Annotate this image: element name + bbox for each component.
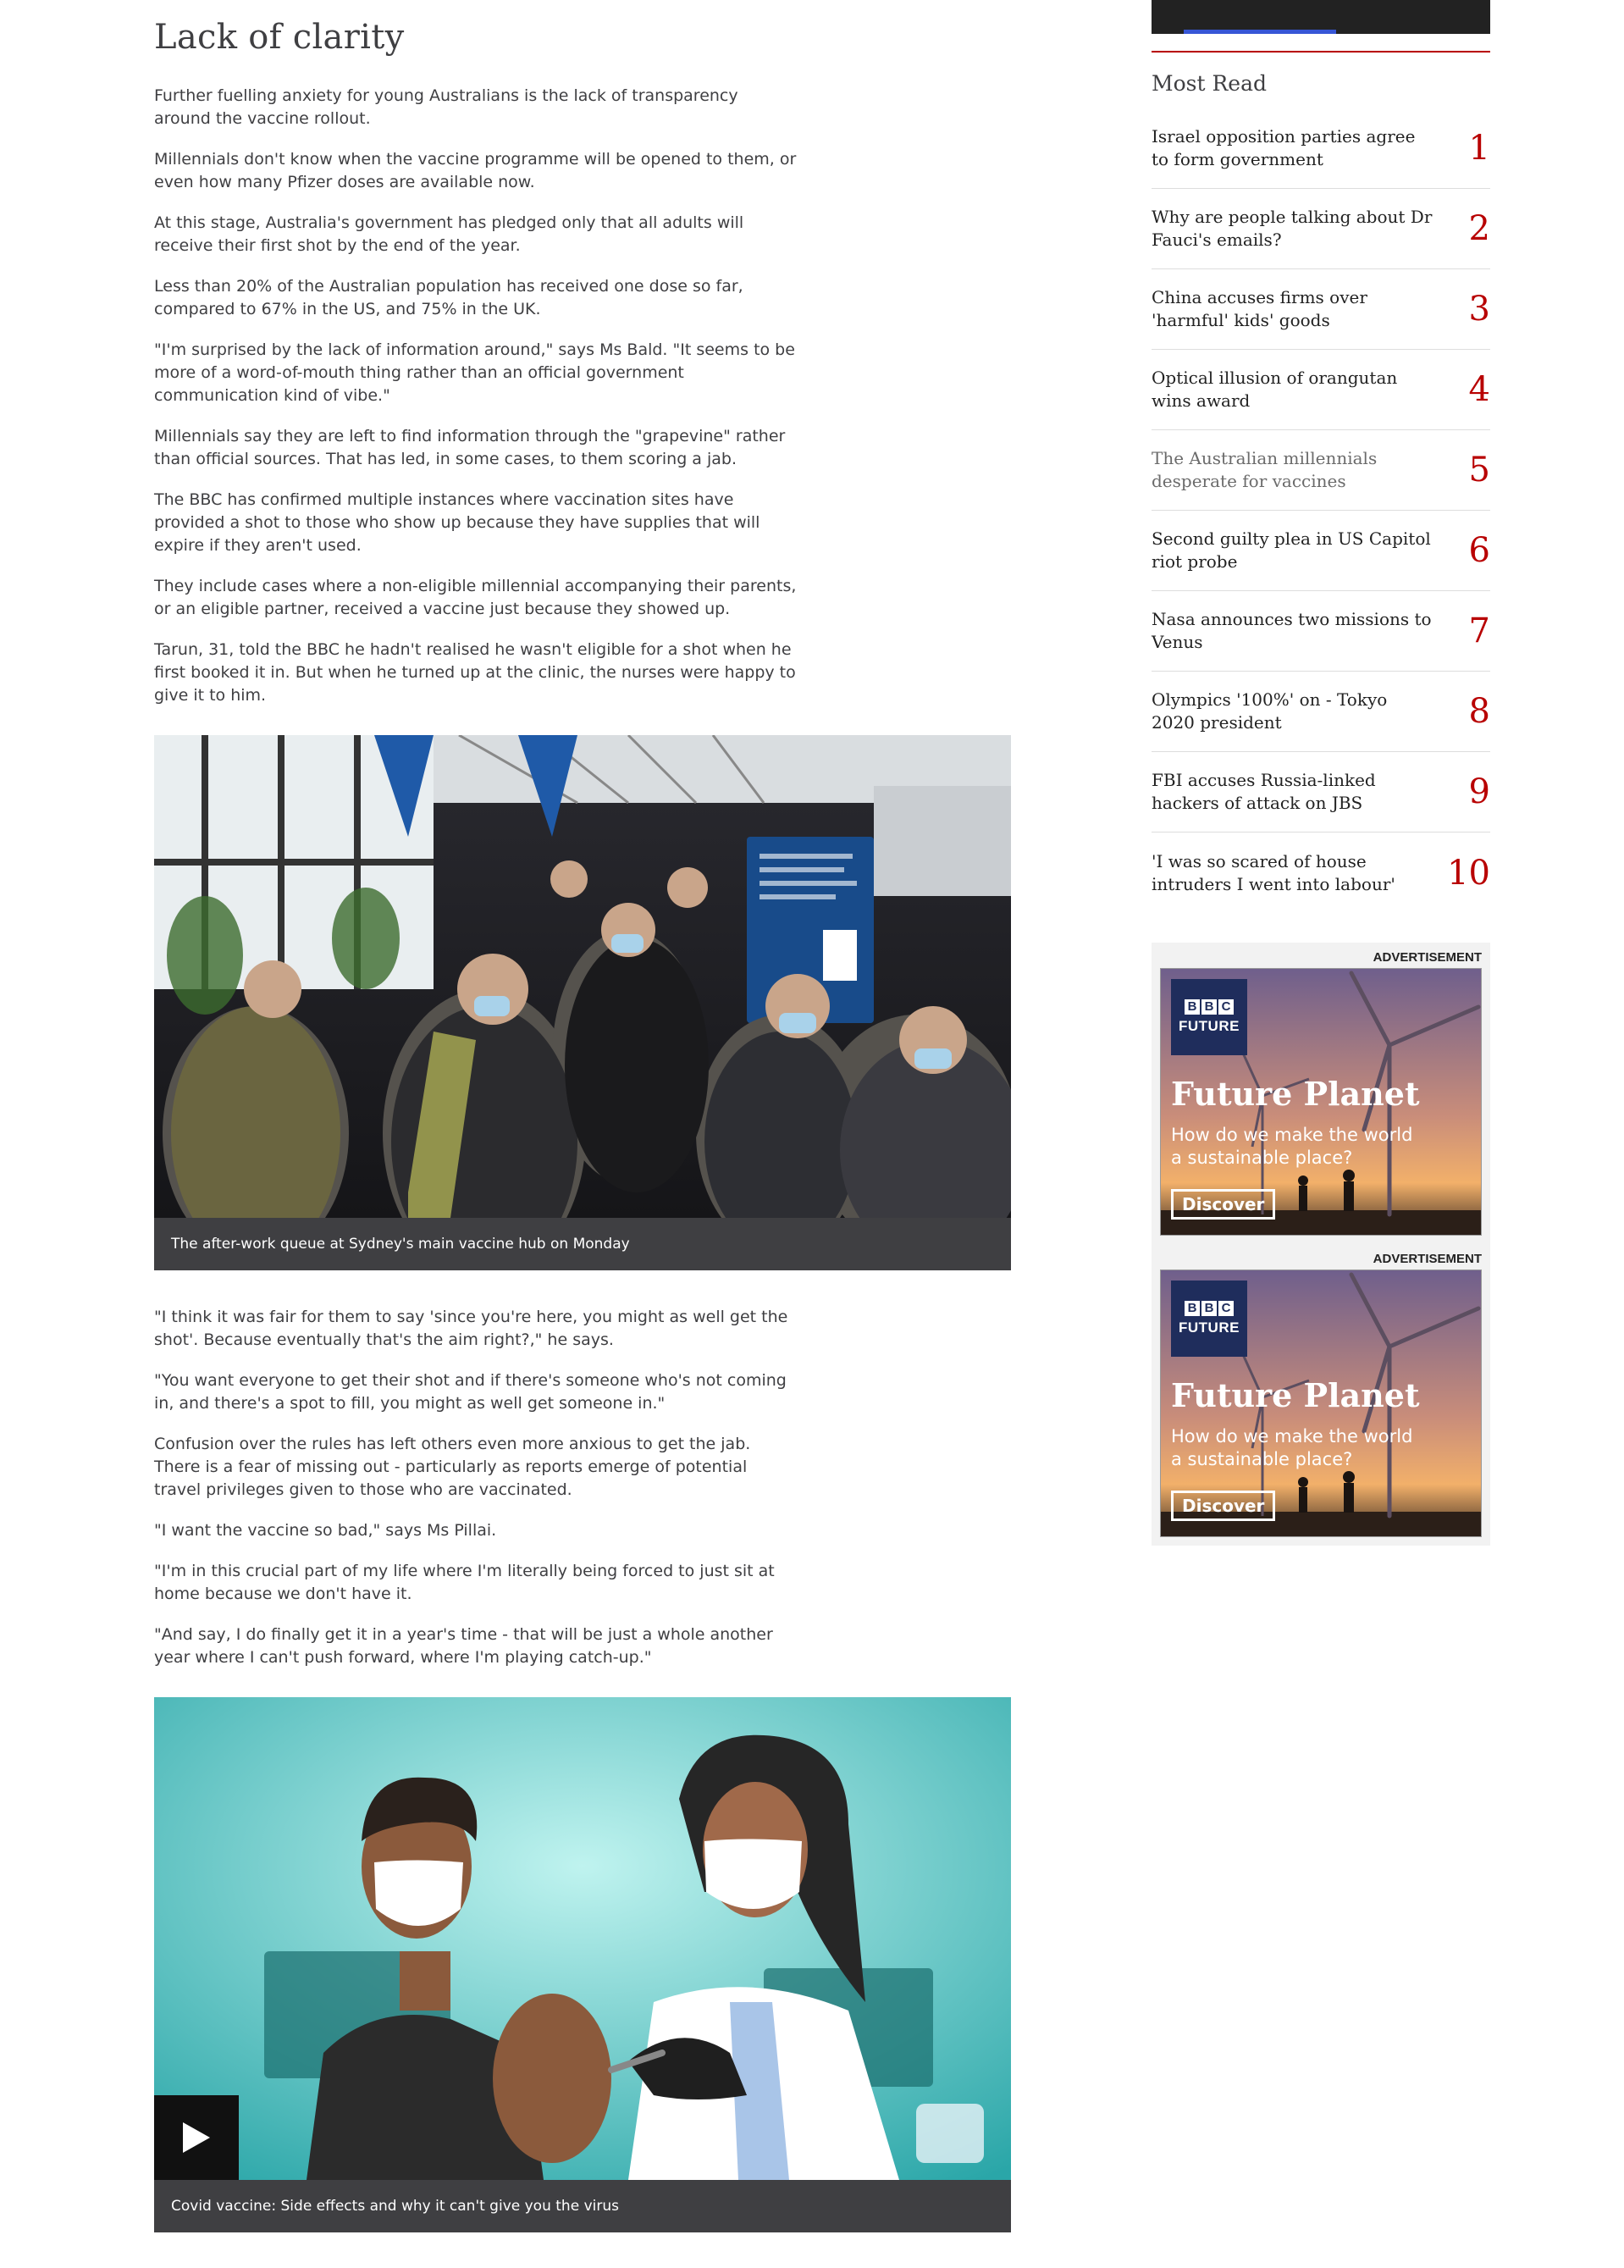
top-ad-accent — [1184, 30, 1336, 34]
article-paragraph: "I think it was fair for them to say 'since you're here, you might as well get the shot'. Because eventually that's the aim right?," he says. — [154, 1308, 788, 1349]
sidebar-top-ad-fragment — [1152, 0, 1490, 34]
article-body — [154, 15, 1011, 2268]
most-read-item[interactable] — [1152, 430, 1490, 511]
most-read-rank: 8 — [1468, 692, 1490, 731]
bbc-future-wordmark: FUTURE — [1179, 1319, 1240, 1336]
most-read-link[interactable]: Nasa announces two missions to Venus — [1152, 609, 1432, 652]
ad-discover-button[interactable]: Discover — [1171, 1491, 1275, 1521]
advertisement-slot — [1152, 1244, 1490, 1546]
most-read-link[interactable]: Optical illusion of orangutan wins award — [1152, 368, 1398, 411]
future-planet-ad[interactable] — [1160, 968, 1482, 1236]
bbc-future-wordmark: FUTURE — [1179, 1018, 1240, 1034]
video-poster — [154, 1697, 1011, 2180]
future-planet-ad[interactable] — [1160, 1270, 1482, 1537]
advertisement-slot — [1152, 943, 1490, 1244]
most-read-rank: 3 — [1468, 290, 1490, 329]
article-paragraph: Less than 20% of the Australian population has received one dose so far, compared to 67% in the US, and 75% in the UK. — [154, 277, 743, 318]
most-read-rank: 1 — [1468, 129, 1490, 168]
article-paragraph: At this stage, Australia's government has pledged only that all adults will receive their first shot by the end of the year. — [154, 213, 744, 255]
most-read-title: Most Read — [1152, 71, 1267, 96]
advertisement-label: ADVERTISEMENT — [1373, 950, 1482, 965]
article-paragraph: "I'm surprised by the lack of information around," says Ms Bald. "It seems to be more of a word-of-mouth thing rather than an official government communication kind of vibe." — [154, 340, 795, 405]
article-paragraph: "And say, I do finally get it in a year's time - that will be just a whole another year where I can't push forward, where I'm playing catch-up." — [154, 1625, 773, 1667]
most-read-item[interactable] — [1152, 833, 1490, 913]
video-caption: Covid vaccine: Side effects and why it can't give you the virus — [154, 2180, 1011, 2232]
article-paragraph: Millennials say they are left to find information through the "grapevine" rather than official sources. That has led, in some cases, to them scoring a jab. — [154, 427, 786, 468]
article-paragraph: The BBC has confirmed multiple instances where vaccination sites have provided a shot to those who show up because they have supplies that will expire if they aren't used. — [154, 490, 760, 555]
most-read-rank: 4 — [1468, 370, 1490, 409]
most-read-rank: 2 — [1468, 209, 1490, 248]
article-paragraph: Confusion over the rules has left others even more anxious to get the jab. There is a fear of missing out - particularly as reports emerge of potential travel privileges given to those who are vaccinated. — [154, 1435, 751, 1499]
bbc-blocks-icon: B B C — [1185, 999, 1234, 1015]
play-button[interactable] — [154, 2095, 239, 2180]
article-paragraph: Tarun, 31, told the BBC he hadn't realised he wasn't eligible for a shot when he first booked it in. But when he turned up at the clinic, the nurses were happy to give it to him. — [154, 640, 796, 705]
article-paragraph: "I'm in this crucial part of my life where I'm literally being forced to just sit at home because we don't have it. — [154, 1562, 775, 1603]
article-paragraph: "I want the vaccine so bad," says Ms Pillai. — [154, 1521, 497, 1540]
most-read-link[interactable]: Second guilty plea in US Capitol riot probe — [1152, 528, 1431, 572]
ad-subtitle: How do we make the world a sustainable place? — [1171, 1125, 1413, 1168]
most-read-link[interactable]: FBI accuses Russia-linked hackers of attack on JBS — [1152, 770, 1376, 813]
most-read-rank: 7 — [1468, 611, 1490, 650]
ad-title: Future Planet — [1171, 1075, 1420, 1113]
most-read-link[interactable]: Israel opposition parties agree to form government — [1152, 126, 1416, 169]
most-read-item[interactable] — [1152, 108, 1490, 189]
most-read-item[interactable] — [1152, 189, 1490, 269]
most-read-link[interactable]: Why are people talking about Dr Fauci's emails? — [1152, 207, 1433, 250]
advertisement-label: ADVERTISEMENT — [1373, 1252, 1482, 1266]
most-read-item[interactable] — [1152, 591, 1490, 672]
sidebar — [1152, 0, 1490, 1546]
most-read-divider — [1152, 51, 1490, 53]
most-read-rank: 6 — [1468, 531, 1490, 570]
article-paragraph: Millennials don't know when the vaccine programme will be opened to them, or even how many Pfizer doses are available now. — [154, 150, 797, 191]
image-caption: The after-work queue at Sydney's main vaccine hub on Monday — [154, 1218, 1011, 1270]
most-read-link[interactable]: China accuses firms over 'harmful' kids' goods — [1152, 287, 1367, 330]
article-paragraph: Further fuelling anxiety for young Australians is the lack of transparency around the vaccine rollout. — [154, 86, 738, 128]
most-read-list — [1152, 108, 1490, 913]
article-paragraph: They include cases where a non-eligible millennial accompanying their parents, or an eligible partner, received a vaccine just because they showed up. — [154, 577, 797, 618]
most-read-item[interactable] — [1152, 752, 1490, 833]
vaccine-queue-photo — [154, 735, 1011, 1218]
most-read-item[interactable] — [1152, 672, 1490, 752]
most-read-item[interactable] — [1152, 511, 1490, 591]
most-read-rank: 5 — [1468, 451, 1490, 490]
most-read-link[interactable]: The Australian millennials desperate for vaccines — [1152, 448, 1378, 491]
bbc-future-logo — [1171, 979, 1247, 1055]
bbc-blocks-icon: B B C — [1185, 1301, 1234, 1316]
ad-subtitle: How do we make the world a sustainable place? — [1171, 1426, 1413, 1469]
most-read-link[interactable]: Olympics '100%' on - Tokyo 2020 president — [1152, 689, 1388, 733]
play-icon — [181, 2121, 212, 2155]
bbc-future-logo — [1171, 1281, 1247, 1357]
section-heading: Lack of clarity — [154, 18, 405, 57]
vaccine-queue-figure — [154, 735, 1011, 1270]
most-read-link[interactable]: 'I was so scared of house intruders I went into labour' — [1152, 850, 1395, 894]
article-paragraph: "You want everyone to get their shot and if there's someone who's not coming in, and there's a spot to fill, you might as well get someone in." — [154, 1371, 787, 1413]
ad-title: Future Planet — [1171, 1376, 1420, 1414]
most-read-item[interactable] — [1152, 269, 1490, 350]
ad-discover-button[interactable]: Discover — [1171, 1189, 1275, 1220]
video-player[interactable] — [154, 1697, 1011, 2232]
most-read-rank: 10 — [1447, 853, 1490, 893]
most-read-rank: 9 — [1468, 772, 1490, 811]
most-read-item[interactable] — [1152, 350, 1490, 430]
